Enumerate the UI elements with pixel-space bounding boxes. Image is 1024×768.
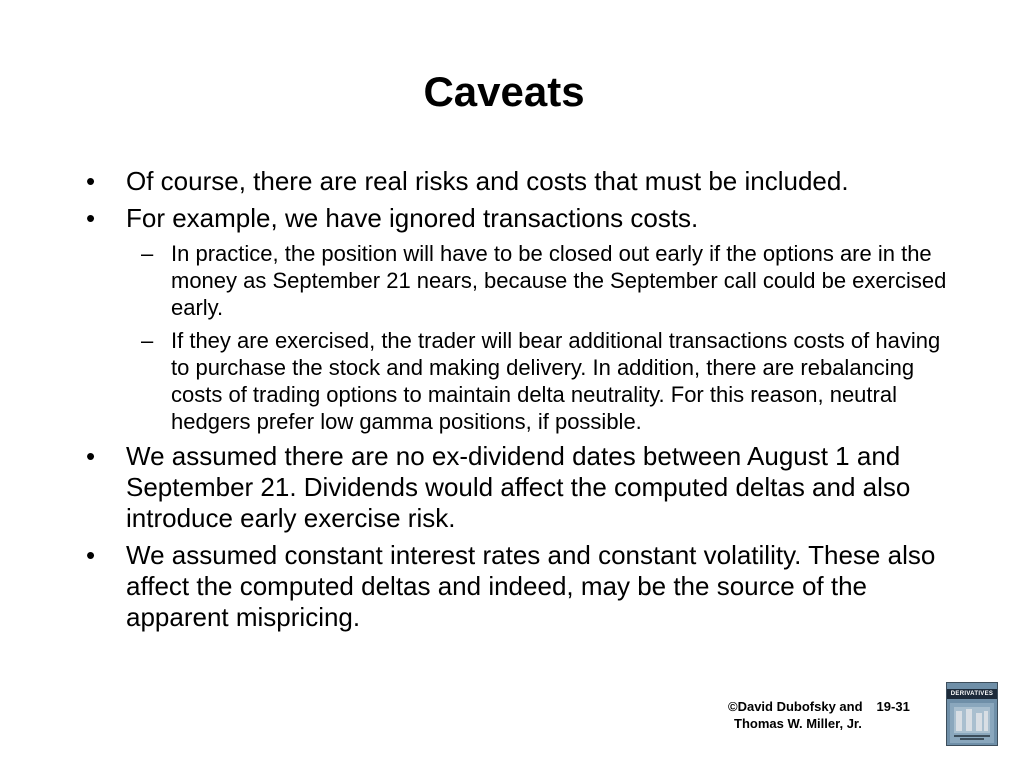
bullet-text: For example, we have ignored transactions costs.: [126, 203, 699, 233]
sub-bullet-item: [86, 327, 956, 435]
bullet-text: We assumed constant interest rates and constant volatility. These also affect the computed deltas and indeed, may be the source of the apparent mispricing.: [126, 540, 936, 632]
copyright-line-2: Thomas W. Miller, Jr.: [734, 716, 862, 731]
book-cover-title: DERIVATIVES: [947, 689, 997, 699]
dash-marker: –: [141, 328, 154, 353]
sub-bullet-item: [86, 240, 956, 321]
sub-bullet-text: In practice, the position will have to be closed out early if the options are in the money as September 21 nears, because the September call could be exercised early.: [171, 241, 947, 320]
footer-credit: [728, 698, 910, 732]
bullet-marker: •: [86, 203, 96, 233]
bullet-item: [86, 166, 956, 197]
bullet-text: Of course, there are real risks and costs that must be included.: [126, 166, 849, 196]
bullet-text: We assumed there are no ex-dividend dates between August 1 and September 21. Dividends would affect the computed deltas and also introduce early exercise risk.: [126, 441, 911, 533]
sub-bullet-text: If they are exercised, the trader will bear additional transactions costs of having to purchase the stock and making delivery. In addition, there are rebalancing costs of trading options to maintain delta neutrality. For this reason, neutral hedgers prefer low gamma positions, if possible.: [171, 328, 941, 434]
slide-title: Caveats: [423, 68, 585, 115]
dash-marker: –: [141, 241, 154, 266]
book-cover-art: [950, 703, 994, 743]
bullet-item: [86, 203, 956, 234]
page-number: 19-31: [876, 699, 910, 714]
bullet-item: [86, 540, 956, 633]
bullet-marker: •: [86, 166, 96, 196]
bullet-item: [86, 441, 956, 534]
book-cover-icon: [946, 682, 998, 746]
slide-body: [86, 166, 956, 639]
copyright-line-1: ©David Dubofsky and: [728, 699, 863, 714]
bullet-marker: •: [86, 441, 96, 471]
bullet-marker: •: [86, 540, 96, 570]
